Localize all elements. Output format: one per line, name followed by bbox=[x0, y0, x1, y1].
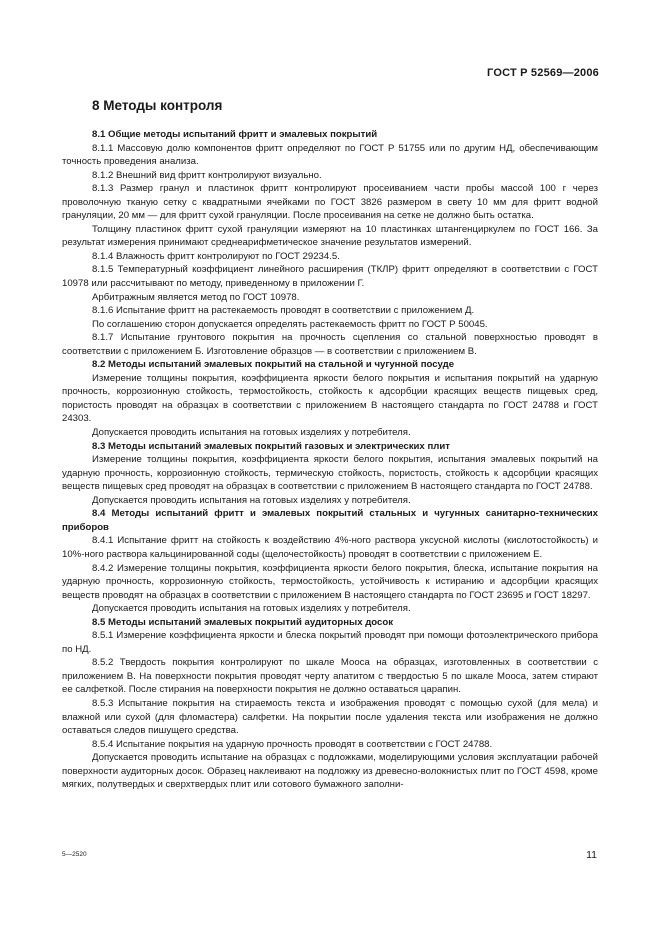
paragraph: 8.1.3 Размер гранул и пластинок фритт контролируют просеиванием части пробы массой 100 г через проволочную тканую сетку с квадратными ячейками по ГОСТ 3826 размером в свету 10 мм для фритт водной грануляции, 20 мм — для фритт сухой грануляции. После просеивания на сетке не должно быть остатка. bbox=[62, 183, 598, 222]
paragraph: 8.1.4 Влажность фритт контролируют по ГОСТ 29234.5. bbox=[92, 250, 340, 262]
paragraph: 8.5.4 Испытание покрытия на ударную прочность проводят в соответствии с ГОСТ 24788. bbox=[92, 738, 493, 750]
paragraph: 8.5.3 Испытание покрытия на стираемость текста и изображения проводят с помощью сухой (для мела) и влажной или сухой (для фломастера) салфетки. На покрытии после удаления текста или изображения не должно оставаться следов пишущего средства. bbox=[62, 697, 598, 737]
paragraph: 8.1.2 Внешний вид фритт контролируют визуально. bbox=[92, 169, 322, 181]
page-number: 11 bbox=[586, 849, 597, 861]
footer-code: 5—2520 bbox=[62, 851, 87, 858]
paragraph: Арбитражным является метод по ГОСТ 10978. bbox=[92, 291, 300, 303]
paragraph: Допускается проводить испытание на образцах с подложками, моделирующими условия эксплуатации рабочей поверхности аудиторных досок. Образец наклеивают на подложку из древесно-волокнистых плит по ГОСТ 4598, кроме мягких, полутвердых и сверхтвердых плит или сотового бумажного заполни- bbox=[62, 752, 598, 791]
subsection-heading: 8.4 Методы испытаний фритт и эмалевых покрытий стальных и чугунных санитарно-технических приборов bbox=[62, 508, 598, 533]
paragraph: Допускается проводить испытания на готовых изделиях у потребителя. bbox=[92, 494, 411, 506]
subsection-heading: 8.3 Методы испытаний эмалевых покрытий газовых и электрических плит bbox=[92, 440, 450, 452]
paragraph: Допускается проводить испытания на готовых изделиях у потребителя. bbox=[92, 603, 411, 615]
section-title: 8 Методы контроля bbox=[92, 98, 223, 113]
paragraph: 8.1.6 Испытание фритт на растекаемость проводят в соответствии с приложением Д. bbox=[92, 305, 475, 317]
paragraph: Измерение толщины покрытия, коэффициента яркости белого покрытия, испытания эмалевых покрытий на ударную прочность, коррозионную стойкость, термическую стойкость, пористость, стойкость к адсорбции красящих веществ пищевых сред проводят на образцах в соответствии с приложением В настоящего стандарта по ГОСТ 24788. bbox=[62, 454, 598, 493]
paragraph: 8.1.5 Температурный коэффициент линейного расширения (ТКЛР) фритт определяют в соответствии с ГОСТ 10978 или рассчитывают по методу, приведенному в приложении Г. bbox=[62, 264, 598, 290]
paragraph: Измерение толщины покрытия, коэффициента яркости белого покрытия и испытания покрытий на ударную прочность, коррозионную стойкость, термостойкость, стойкость к адсорбции красящих веществ пищевых сред, пористость проводят на образцах в соответствии с приложением В настоящего стандарта по ГОСТ 24788 и ГОСТ 24303. bbox=[62, 372, 598, 425]
paragraph: 8.1.7 Испытание грунтового покрытия на прочность сцепления со стальной поверхностью проводят в соответствии с приложением Б. Изготовление образцов — в соответствии с приложением В. bbox=[62, 332, 598, 357]
standard-header: ГОСТ Р 52569—2006 bbox=[487, 67, 599, 79]
subsection-heading: 8.5 Методы испытаний эмалевых покрытий аудиторных досок bbox=[92, 616, 394, 628]
subsection-heading: 8.1 Общие методы испытаний фритт и эмалевых покрытий bbox=[92, 129, 378, 140]
paragraph: Допускается проводить испытания на готовых изделиях у потребителя. bbox=[92, 427, 411, 439]
subsection-heading: 8.2 Методы испытаний эмалевых покрытий на стальной и чугунной посуде bbox=[92, 359, 455, 371]
document-body bbox=[62, 128, 598, 792]
paragraph: 8.5.1 Измерение коэффициента яркости и блеска покрытий проводят при помощи фотоэлектрического прибора по НД. bbox=[62, 630, 598, 655]
paragraph: 8.1.1 Массовую долю компонентов фритт определяют по ГОСТ Р 51755 или по другим НД, обеспечивающим точность проведения анализа. bbox=[62, 142, 598, 168]
paragraph: 8.4.1 Испытание фритт на стойкость к воздействию 4%-ного раствора уксусной кислоты (кислотостойкость) и 10%-ного раствора кальцинированной соды (щелочестойкость) проводят в соответствии с приложением Е. bbox=[62, 535, 598, 560]
paragraph: По соглашению сторон допускается определять растекаемость фритт по ГОСТ Р 50045. bbox=[92, 318, 488, 330]
paragraph: 8.5.2 Твердость покрытия контролируют по шкале Мооса на образцах, изготовленных в соответствии с приложением В. На поверхности покрытия проводят черту апатитом с твердостью 5 по шкале Мооса, затем стирают ее салфеткой. После стирания на поверхности покрытия не должно оставаться царапин. bbox=[62, 657, 598, 696]
paragraph: 8.4.2 Измерение толщины покрытия, коэффициента яркости белого покрытия, блеска, испытание покрытия на ударную прочность, коррозионную стойкость, термостойкость, устойчивость к истиранию и адсорбции красящих веществ проводят на образцах в соответствии с приложением В настоящего стандарта по ГОСТ 23695 и ГОСТ 18297. bbox=[62, 562, 598, 601]
paragraph: Толщину пластинок фритт сухой грануляции измеряют на 10 пластинках штангенциркулем по ГОСТ 166. За результат измерения принимают среднеарифметическое значение результатов измерений. bbox=[62, 223, 598, 249]
